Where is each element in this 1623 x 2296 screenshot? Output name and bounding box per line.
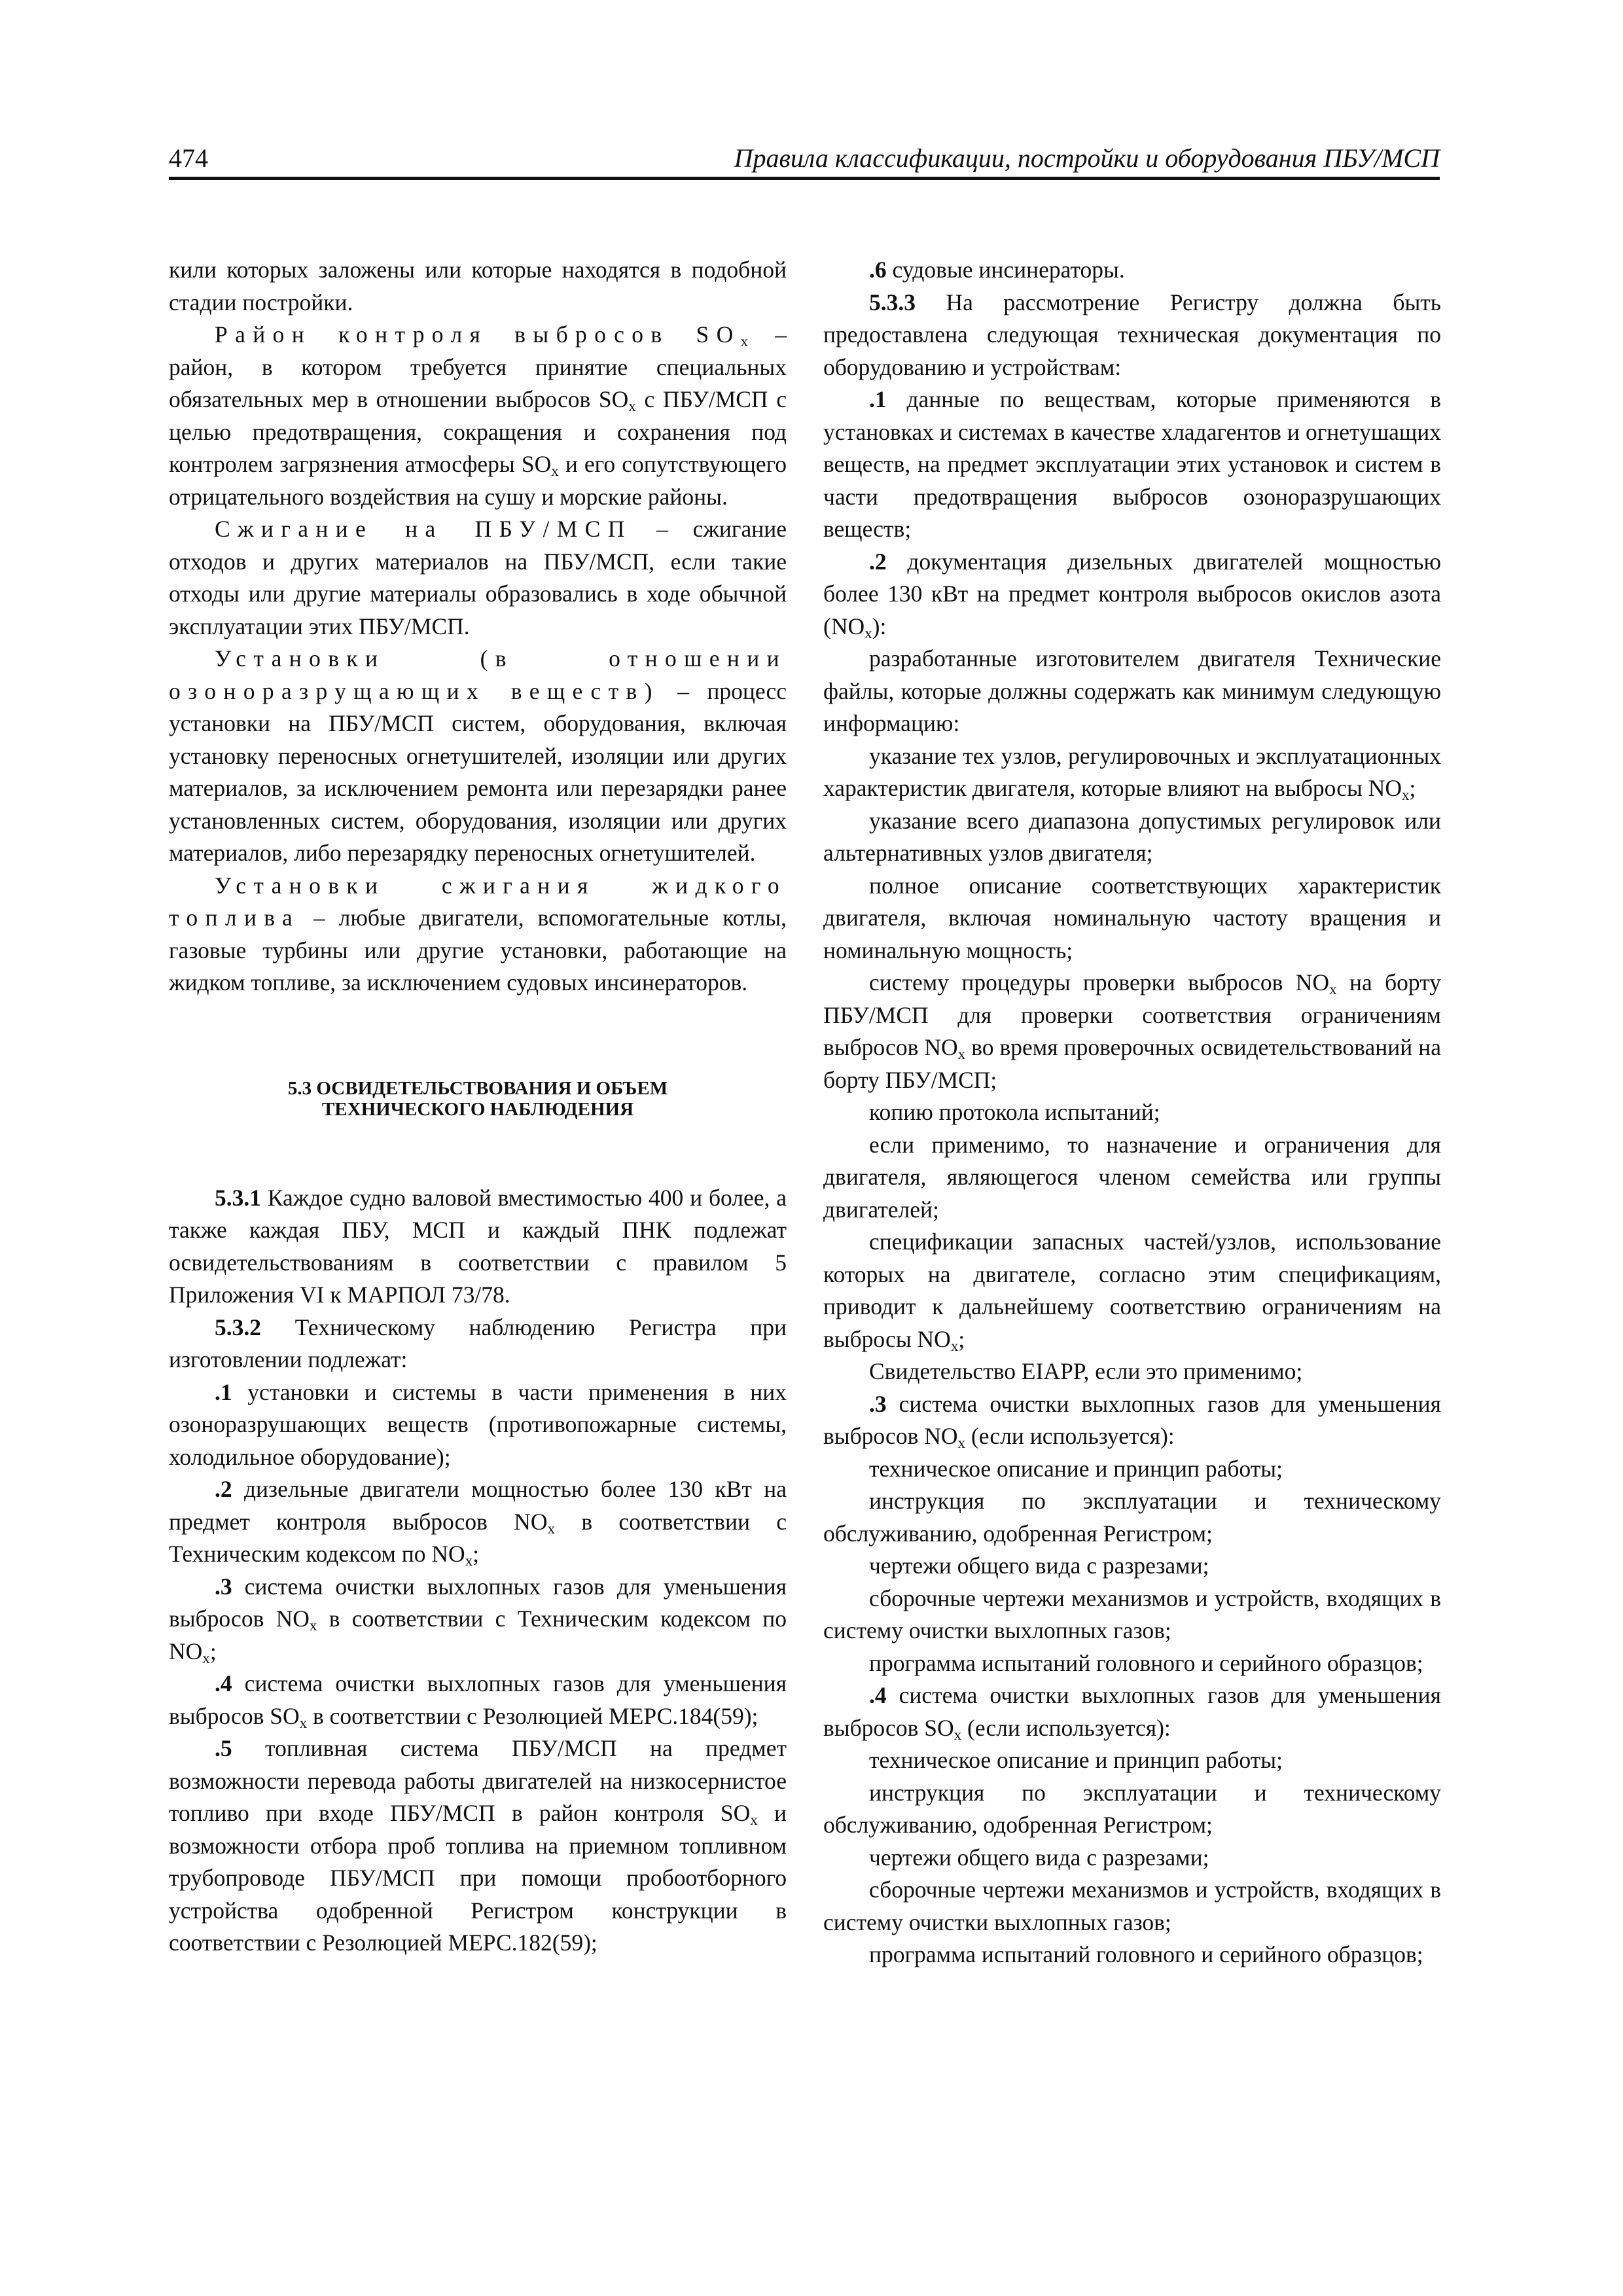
sub-item: программа испытаний головного и серийного образцов; xyxy=(869,1649,1423,1676)
sub-item: программа испытаний головного и серийного образцов; xyxy=(869,1941,1423,1967)
sub-item: сборочные чертежи механизмов и устройств, входящих в систему очистки выхлопных газов; xyxy=(823,1585,1441,1643)
sub-item: сборочные чертежи механизмов и устройств, входящих в систему очистки выхлопных газов; xyxy=(823,1876,1441,1935)
sub-item: полное описание соответствующих характеристик двигателя, включая номинальную частоту вращения и номинальную мощность; xyxy=(823,872,1441,963)
sub-item: копию протокола испытаний; xyxy=(869,1099,1160,1125)
sub-item: чертежи общего вида с разрезами; xyxy=(869,1844,1209,1871)
sub-item: указание тех узлов, регулировочных и эксплуатационных характеристик двигателя, которые влияют на выбросы $NO_x$; xyxy=(823,742,1441,803)
running-title: Правила классификации, постройки и оборудования ПБУ/МСП xyxy=(734,143,1440,173)
list-item: .2 дизельные двигатели мощностью более 130 кВт на предмет контроля выбросов $NO_x$ в соответствии с Техническим кодексом по $NO_x$; xyxy=(169,1476,787,1569)
clause-5-3-2: 5.3.2 Техническому наблюдению Регистра при изготовлении подлежат: xyxy=(169,1314,787,1372)
definition-paragraph: Установки (в отношении озоноразрущающих веществ) – процесс установки на ПБУ/МСП систем, оборудования, включая установку переносных огнетушителей, изоляции или других материалов, за исключением ремонта или перезарядки ранее установленных систем, оборудования, изоляции или других материалов, либо перезарядку переносных огнетушителей. xyxy=(169,645,787,866)
sub-item: техническое описание и принцип работы; xyxy=(869,1747,1283,1773)
sub-item: техническое описание и принцип работы; xyxy=(869,1455,1283,1482)
header-rule xyxy=(169,177,1440,180)
defined-term: Район контроля выбросов $SO_x$ xyxy=(215,321,756,350)
sub-item: чертежи общего вида с разрезами; xyxy=(869,1552,1209,1579)
sub-item: если применимо, то назначение и ограничения для двигателя, являющегося членом семейства или группы двигателей; xyxy=(823,1131,1441,1223)
sub-item: Свидетельство EIAPP, если это применимо; xyxy=(869,1358,1303,1384)
sub-item: инструкция по эксплуатации и техническому обслуживанию, одобренная Регистром; xyxy=(823,1779,1441,1838)
sub-item: инструкция по эксплуатации и техническому обслуживанию, одобренная Регистром; xyxy=(823,1488,1441,1547)
definition-paragraph: Установки сжигания жидкого топлива – любые двигатели, вспомогательные котлы, газовые турбины или другие установки, работающие на жидком топливе, за исключением судовых инсинераторов. xyxy=(169,872,787,996)
list-item: .2 документация дизельных двигателей мощностью более 130 кВт на предмет контроля выбросов окислов азота $(NO_x)$: xyxy=(823,548,1441,641)
definition-paragraph: Район контроля выбросов $SO_x$ – район, в котором требуется принятие специальных обязательных мер в отношении выбросов $SO_x$ с ПБУ/МСП с целью предотвращения, сокращения и сохранения под контролем загрязнения атмосферы $SO_x$ и его сопутствующего отрицательного воздействия на сушу и морские районы. xyxy=(169,321,787,510)
list-item: .5 топливная система ПБУ/МСП на предмет возможности перевода работы двигателей на низкосернистое топливо при входе ПБУ/МСП в район контроля $SO_x$ и возможности отбора проб топлива на приемном топливном трубопроводе ПБУ/МСП при помощи пробоотборного устройства одобренной Регистром конструкции в соответствии с Резолюцией МЕРС.182(59); xyxy=(169,1735,787,1956)
list-item: .1 данные по веществам, которые применяются в установках и системах в качестве хладагентов и огнетушащих веществ, на предмет эксплуатации этих установок и систем в части предотвращения выбросов озоноразрушающих веществ; xyxy=(823,386,1441,542)
paragraph: кили которых заложены или которые находятся в подобной стадии постройки. xyxy=(169,257,787,315)
sub-item: систему процедуры проверки выбросов $NO_x$ на борту ПБУ/МСП для проверки соответствия ограничениям выбросов $NO_x$ во время проверочных освидетельствований на борту ПБУ/МСП; xyxy=(823,969,1441,1093)
defined-term: Установки сжигания жидкого топлива xyxy=(169,872,787,931)
definition-paragraph: Сжигание на ПБУ/МСП – сжигание отходов и других материалов на ПБУ/МСП, если такие отходы или другие материалы образовались в ходе обычной эксплуатации этих ПБУ/МСП. xyxy=(169,516,787,639)
right-column xyxy=(823,254,1441,1971)
sub-item: разработанные изготовителем двигателя Технические файлы, которые должны содержать как минимум следующую информацию: xyxy=(823,645,1441,736)
sub-item: указание всего диапазона допустимых регулировок или альтернативных узлов двигателя; xyxy=(823,807,1441,866)
defined-term: Установки (в отношении озоноразрущающих веществ) xyxy=(169,645,787,704)
list-item: .1 установки и системы в части применения в них озоноразрушающих веществ (противопожарные системы, холодильное оборудование); xyxy=(169,1378,787,1470)
list-item: .4 система очистки выхлопных газов для уменьшения выбросов $SO_x$ в соответствии с Резолюцией МЕРС.184(59); xyxy=(169,1670,787,1731)
list-item: .3 система очистки выхлопных газов для уменьшения выбросов $NO_x$ в соответствии с Техническим кодексом по $NO_x$; xyxy=(169,1573,787,1666)
list-item: .4 система очистки выхлопных газов для уменьшения выбросов $SO_x$ (если используется): xyxy=(823,1682,1441,1743)
left-column xyxy=(169,254,787,1960)
clause-5-3-1: 5.3.1 Каждое судно валовой вместимостью 400 и более, а также каждая ПБУ, МСП и каждый ПНК подлежат освидетельствованиям в соответствии с правилом 5 Приложения VI к МАРПОЛ 73/78. xyxy=(169,1184,787,1308)
list-item: .6 судовые инсинераторы. xyxy=(869,257,1125,283)
clause-5-3-3: 5.3.3 На рассмотрение Регистру должна быть предоставлена следующая техническая документация по оборудованию и устройствам: xyxy=(823,289,1441,380)
page-header xyxy=(169,143,1440,175)
list-item: .3 система очистки выхлопных газов для уменьшения выбросов $NO_x$ (если используется): xyxy=(823,1390,1441,1451)
section-heading: 5.3 ОСВИДЕТЕЛЬСТВОВАНИЯ И ОБЪЕМ ТЕХНИЧЕСКОГО НАБЛЮДЕНИЯ xyxy=(287,1077,668,1120)
page-number: 474 xyxy=(169,143,208,173)
defined-term: Сжигание на ПБУ/МСП xyxy=(215,516,632,542)
sub-item: спецификации запасных частей/узлов, использование которых на двигателе, согласно этим спецификациям, приводит к дальнейшему соответствию ограничениям на выбросы $NO_x$; xyxy=(823,1229,1441,1354)
